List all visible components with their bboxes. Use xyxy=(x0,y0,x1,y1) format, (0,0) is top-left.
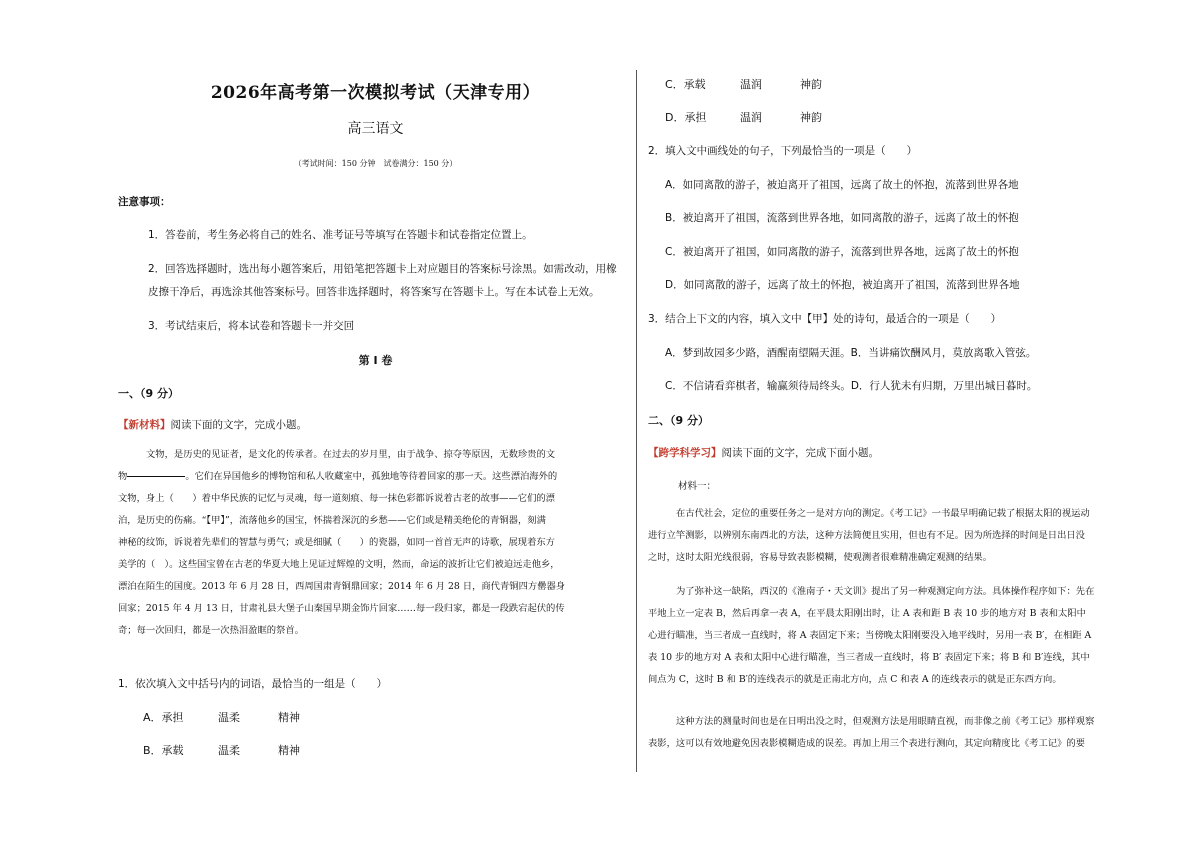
passage-line: 奇；每一次回归，都是一次热泪盈眶的祭首。 xyxy=(118,625,304,636)
section-instruction: 阅读下面的文字，完成小题。 xyxy=(170,419,307,431)
question-1: 1．依次填入文中括号内的词语，最恰当的一组是（ ） xyxy=(118,678,388,690)
q2-option: B．被迫离开了祖国，流落到世界各地，如同离散的游子，远离了故土的怀抱 xyxy=(665,212,1019,224)
fill-blank-underline xyxy=(127,475,185,477)
q2-option: A．如同离散的游子，被迫离开了祖国，远离了故土的怀抱，流落到世界各地 xyxy=(665,179,1019,191)
passage-line: 文物，是历史的见证者，是文化的传承者。在过去的岁月里，由于战争、掠夺等原因，无数珍贵的文 xyxy=(146,449,556,460)
passage-line: 神秘的纹饰，诉说着先辈们的智慧与勇气；或是细腻（ ）的瓷器，如同一首首无声的诗歌，展现着东方 xyxy=(118,537,555,548)
material-paragraph: 在古代社会，定位的重要任务之一是对方向的测定。《考工记》一书最早明确记载了根据太阳的视运动 进行立竿测影，以辨别东南西北的方法，这种方法简便且实用，但也有不足。因为所选择的时间是日出日没 之时，这时太阳光线很弱，容易导致表影模糊，使观测者很难精准确定观测的结果。 xyxy=(648,508,1090,563)
passage-line: 漂泊在陌生的国度。2013 年 6 月 28 日，西周国肃青铜鼎回家；2014 年 6 月 28 日，商代青铜四方罍器身 xyxy=(118,581,566,592)
q1-option-c: C．承载 温润 神韵 xyxy=(665,78,822,91)
note-item: 1．答卷前，考生务必将自己的姓名、准考证号等填写在答题卡和试卷指定位置上。 xyxy=(148,229,533,241)
material-paragraph: 为了弥补这一缺陷，西汉的《淮南子・天文训》提出了另一种观测定向方法。具体操作程序如下：先在 平地上立一定表 B，然后再拿一表 A，在平晨太阳刚出时，让 A 表和距 B 表 10 步的地方对 B 表和太阳中 心进行瞄准，当三者成一直线时，将 A 表固定下来；当傍晚太阳刚要没入地平线时，另用一表 B′，在相距 A 表 10 步的地方对 A 表和太阳中心进行瞄准，当三者成一直线时，将 B′ 表固定下来；将 B 和 B′连线，其中 间点为 C，这时 B 和 B′的连线表示的就是正南北方向，点 C 和表 A 的连线表示的就是正东西方向。 xyxy=(648,586,1095,685)
passage-line: 文物，身上（ ）着中华民族的记忆与灵魂，每一道刻痕、每一抹色彩都诉说着古老的故事——它们的漂 xyxy=(118,493,555,504)
notes-heading: 注意事项： xyxy=(118,196,171,208)
section-intro xyxy=(648,445,879,460)
column-divider xyxy=(636,70,637,772)
exam-subject: 高三语文 xyxy=(347,121,404,137)
section-heading: 二、（9 分） xyxy=(648,414,709,427)
note-item: 3．考试结束后，将本试卷和答题卡一并交回 xyxy=(148,320,355,332)
exam-title: 2026年高考第一次模拟考试（天津专用） xyxy=(210,83,541,103)
q1-option-a: A．承担 温柔 精神 xyxy=(143,711,300,724)
exam-info: （考试时间：150 分钟 试卷满分：150 分） xyxy=(293,159,458,168)
volume-label: 第 I 卷 xyxy=(358,354,393,367)
question-3: 3．结合上下文的内容，填入文中【甲】处的诗句，最适合的一项是（ ） xyxy=(648,313,1002,325)
passage-line: 物 。它们在异国他乡的博物馆和私人收藏室中，孤独地等待着回家的那一天。这些漂泊海外的 xyxy=(118,471,558,482)
passage-prefix: 物 xyxy=(118,471,128,482)
note-item: 2．回答选择题时，选出每小题答案后，用铅笔把答题卡上对应题目的答案标号涂黑。如需改动，用橡 xyxy=(148,263,617,275)
q1-option-d: D．承担 温润 神韵 xyxy=(665,111,822,124)
section-tag: 【跨学科学习】 xyxy=(648,447,722,459)
passage-line: 美学的（ ）。这些国宝曾在古老的华夏大地上见证过辉煌的文明，然而，命运的波折让它们被迫远走他乡， xyxy=(118,559,560,570)
section-instruction: 阅读下面的文字，完成下面小题。 xyxy=(721,447,879,459)
material-label: 材料一： xyxy=(678,481,717,492)
section-tag: 【新材料】 xyxy=(118,419,171,431)
section-intro xyxy=(118,417,307,432)
passage xyxy=(118,444,633,642)
section-heading: 一、（9 分） xyxy=(118,387,179,400)
material-paragraph: 这种方法的测量时间也是在日明出没之时，但观测方法是用眼睛直视，而非像之前《考工记》那样观察 表影，这可以有效地避免因表影模糊造成的误差。再加上用三个表进行测向，其定向精度比《考工记》的要 xyxy=(648,716,1095,749)
q2-option: C．被迫离开了祖国，如同离散的游子，流落到世界各地，远离了故土的怀抱 xyxy=(665,246,1019,258)
q3-option: C．不信请看弈棋者，输赢须待局终头。D．行人犹未有归期，万里出城日暮时。 xyxy=(665,380,1038,392)
q1-option-b: B．承载 温柔 精神 xyxy=(143,744,300,757)
q3-option: A．梦到故园多少路，酒醒南望隔天涯。B．当讲痛饮酬风月，莫放离歌入管弦。 xyxy=(665,347,1037,359)
passage-line: 回家；2015 年 4 月 13 日，甘肃礼县大堡子山秦国早期金饰片回家……每一段归家，都是一段跌宕起伏的传 xyxy=(118,603,565,614)
passage-line: 泊，是历史的伤痛。“【甲】”，流落他乡的国宝，怀揣着深沉的乡愁——它们或是精美绝伦的青铜器，刻满 xyxy=(118,515,546,526)
question-2: 2．填入文中画线处的句子，下列最恰当的一项是（ ） xyxy=(648,145,918,157)
note-item: 皮擦干净后，再选涂其他答案标号。回答非选择题时，将答案写在答题卡上。写在本试卷上无效。 xyxy=(148,286,600,298)
q2-option: D．如同离散的游子，远离了故土的怀抱，被迫离开了祖国，流落到世界各地 xyxy=(665,279,1020,291)
